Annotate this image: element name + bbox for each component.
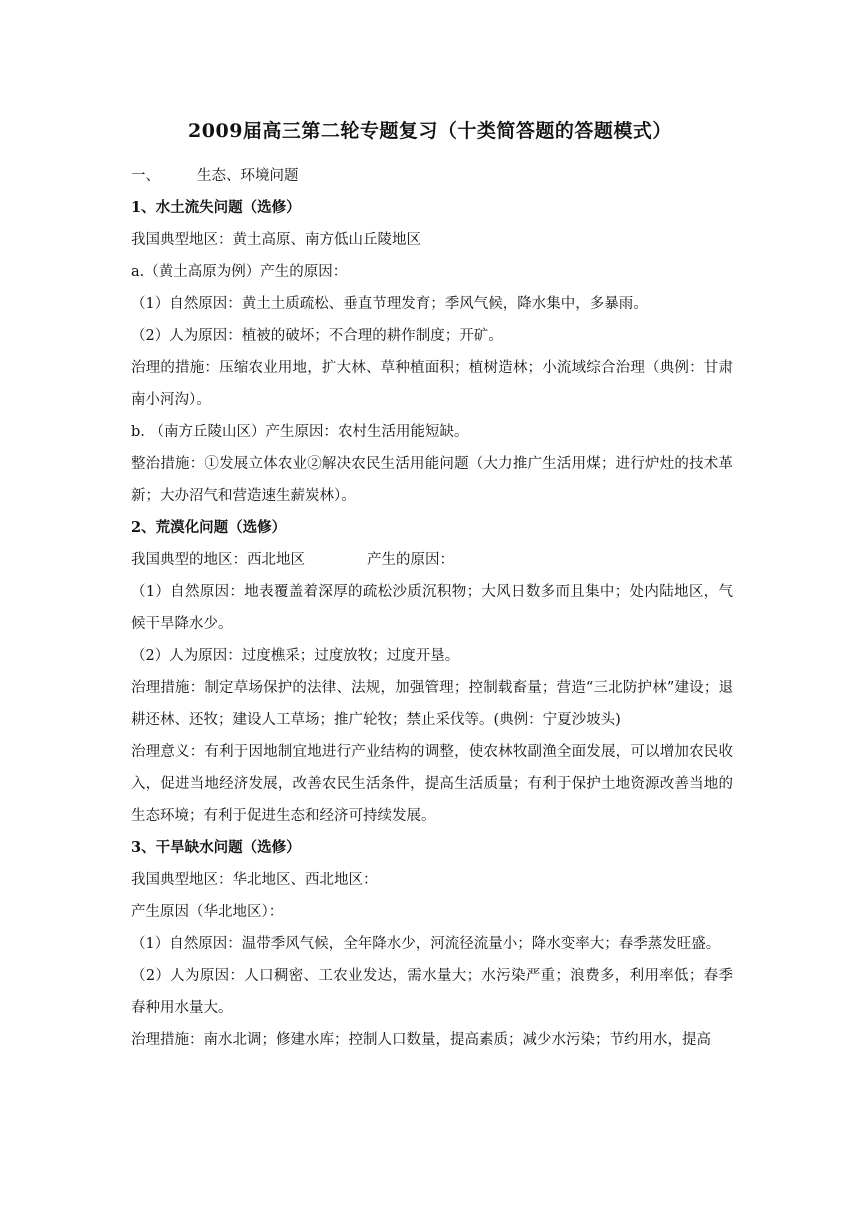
cause-label: 产生的原因： — [367, 552, 454, 568]
paragraph-measures-2: 治理措施：制定草场保护的法律、法规，加强管理；控制载畜量；营造“三北防护林”建设；退耕还林、还牧；建设人工草场；推广轮牧；禁止采伐等。(典例：宁夏沙坡头) — [131, 680, 733, 728]
subsection-heading-2: 2、荒漠化问题（选修） — [131, 519, 287, 536]
section-number: 一、 — [131, 168, 160, 184]
paragraph-measures-3: 治理措施：南水北调；修建水库；控制人口数量，提高素质；减少水污染；节约用水，提高 — [131, 1032, 711, 1048]
paragraph-cause-label-3: 产生原因（华北地区）： — [131, 904, 284, 920]
subsection-heading-1: 1、水土流失问题（选修） — [131, 199, 301, 216]
paragraph-region-3: 我国典型地区：华北地区、西北地区： — [131, 872, 378, 888]
paragraph-b-cause: b. （南方丘陵山区）产生原因：农村生活用能短缺。 — [131, 424, 469, 440]
paragraph-human-cause-3: （2）人为原因：人口稠密、工农业发达，需水量大；水污染严重；浪费多，利用率低；春季春种用水量大。 — [131, 968, 733, 1016]
paragraph-significance: 治理意义：有利于因地制宜地进行产业结构的调整，使农林牧副渔全面发展，可以增加农民收入，促进当地经济发展，改善农民生活条件，提高生活质量；有利于保护土地资源改善当地的生态环境；有利于促进生态和经济可持续发展。 — [131, 744, 733, 824]
paragraph-measures: 治理的措施：压缩农业用地，扩大林、草种植面积；植树造林；小流域综合治理（典例：甘肃南小河沟）。 — [131, 360, 733, 408]
paragraph-region-2 — [131, 544, 733, 576]
paragraph-region: 我国典型地区：黄土高原、南方低山丘陵地区 — [131, 232, 421, 248]
paragraph-cause: a.（黄土高原为例）产生的原因： — [131, 264, 348, 280]
paragraph-natural-cause-3: （1）自然原因：温带季风气候，全年降水少，河流径流量小；降水变率大；春季蒸发旺盛。 — [131, 936, 721, 952]
subsection-heading-3: 3、干旱缺水问题（选修） — [131, 839, 301, 856]
paragraph-b-measures: 整治措施：①发展立体农业②解决农民生活用能问题（大力推广生活用煤；进行炉灶的技术革新；大办沼气和营造速生薪炭林）。 — [131, 456, 733, 504]
section-label: 生态、环境问题 — [197, 168, 299, 184]
region-text: 我国典型的地区：西北地区 — [131, 552, 305, 568]
paragraph-human-cause-2: （2）人为原因：过度樵采；过度放牧；过度开垦。 — [131, 648, 460, 664]
section-heading-1 — [131, 160, 733, 192]
paragraph-natural-cause-2: （1）自然原因：地表覆盖着深厚的疏松沙质沉积物；大风日数多而且集中；处内陆地区，气候干旱降水少。 — [131, 584, 733, 632]
paragraph-human-cause: （2）人为原因：植被的破坏；不合理的耕作制度；开矿。 — [131, 328, 503, 344]
document-body — [131, 160, 733, 1056]
paragraph-natural-cause: （1）自然原因：黄土土质疏松、垂直节理发育；季风气候，降水集中，多暴雨。 — [131, 296, 648, 312]
document-title: 2009届高三第二轮专题复习（十类简答题的答题模式） — [188, 120, 672, 142]
